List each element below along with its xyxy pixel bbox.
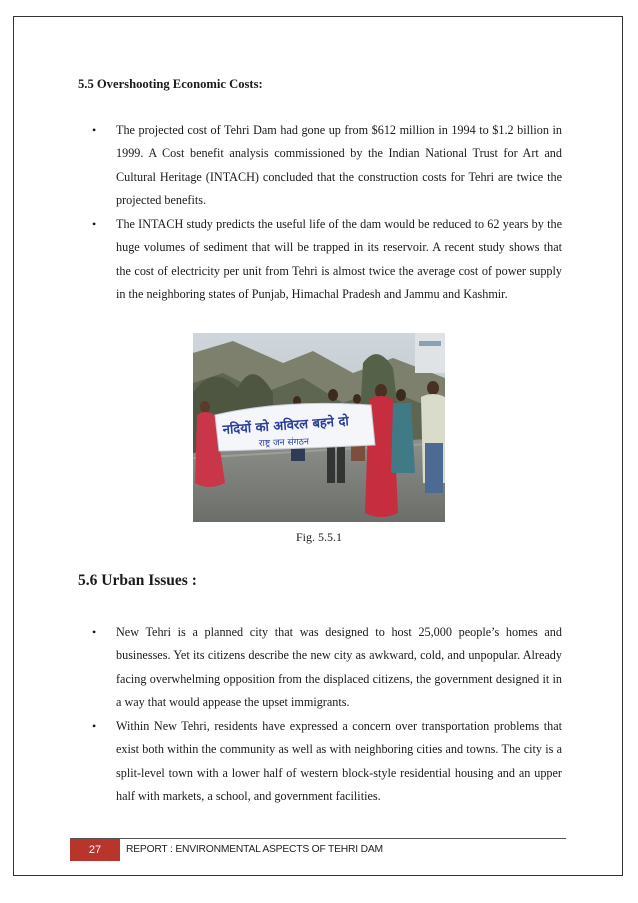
bullet-icon: • (92, 625, 97, 639)
section-heading-economic-costs: 5.5 Overshooting Economic Costs: (78, 77, 263, 91)
section-heading-urban-issues: 5.6 Urban Issues : (78, 572, 197, 589)
bullet-text: New Tehri is a planned city that was designed to host 25,000 people’s homes and businesses. Yet its citizens describe the new city as awkward, cold, and unpopular. Already facing overwhelming opposition from the displaced citizens, the government designed it in a way that would appease the upset immigrants. (116, 625, 562, 709)
list-item (92, 119, 562, 212)
bullet-icon: • (92, 217, 97, 232)
banner-line1: नदियों को अविरल बहने दो (222, 414, 350, 438)
footer-page-number: 27 (70, 839, 120, 861)
economic-costs-list (0, 119, 638, 306)
urban-issues-list (0, 621, 638, 808)
footer-title: REPORT : ENVIRONMENTAL ASPECTS OF TEHRI DAM (126, 844, 383, 855)
banner-line2: राष्ट्र जन संगठन (258, 437, 310, 449)
list-item (92, 213, 562, 306)
list-item (92, 715, 562, 808)
bullet-text: The INTACH study predicts the useful life of the dam would be reduced to 62 years by the huge volumes of sediment that will be trapped in its reservoir. A recent study shows that the cost of electricity per unit from Tehri is almost twice the average cost of power supply in the neighboring states of Punjab, Himachal Pradesh and Jammu and Kashmir. (116, 217, 562, 302)
figure-caption: Fig. 5.5.1 (295, 530, 342, 544)
list-item (92, 621, 562, 714)
bullet-text: Within New Tehri, residents have expressed a concern over transportation problems that exist both within the community as well as with neighboring cities and towns. The city is a split-level town with a lower half of western block-style residential housing and an upper half with markets, a school, and government facilities. (116, 719, 562, 804)
protest-march-photo (193, 333, 445, 522)
bullet-icon: • (92, 123, 97, 137)
bullet-text: The projected cost of Tehri Dam had gone up from $612 million in 1994 to $1.2 billion in 1999. A Cost benefit analysis commissioned by the Indian National Trust for Art and Cultural Heritage (INTACH) concluded that the construction costs for Tehri are twice the projected benefits. (116, 123, 562, 207)
bullet-icon: • (92, 719, 97, 734)
